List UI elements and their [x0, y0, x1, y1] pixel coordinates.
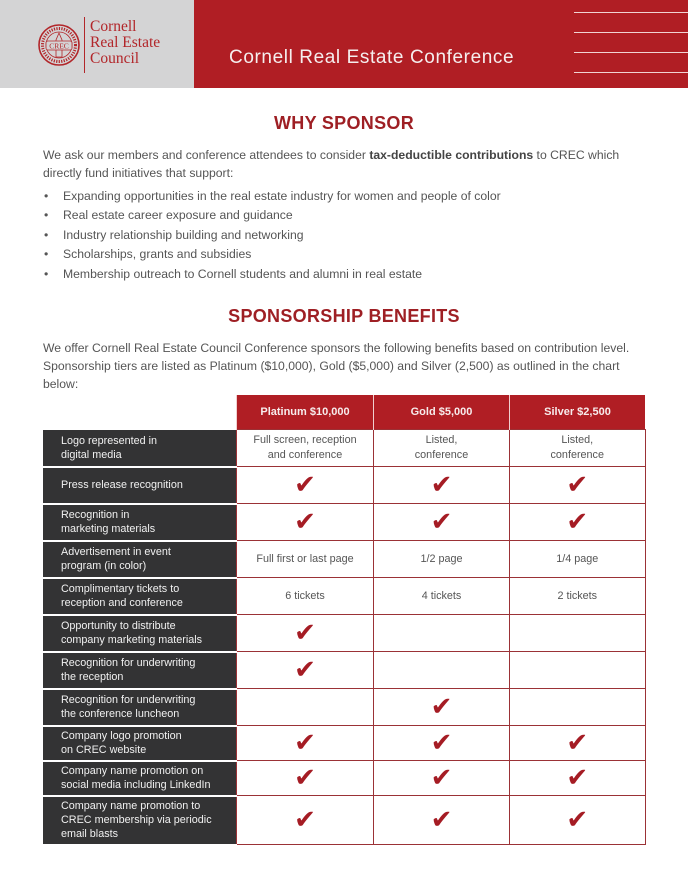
- checkmark-icon: ✔: [294, 655, 316, 685]
- bullet-icon: •: [44, 227, 49, 242]
- benefit-value-line: 2 tickets: [557, 589, 598, 602]
- bullet-icon: •: [44, 266, 49, 281]
- checkmark-icon: ✔: [430, 728, 453, 758]
- benefit-cell-silver: [510, 726, 646, 761]
- tier-silver: Silver $2,500: [510, 395, 646, 430]
- logo-divider: [84, 17, 85, 73]
- checkmark-icon: ✔: [566, 805, 589, 835]
- initiatives-list: [43, 187, 663, 284]
- benefit-value-line: 1/2 page: [420, 552, 463, 565]
- benefit-label-line: email blasts: [61, 828, 119, 840]
- benefit-cell-silver: [510, 615, 646, 652]
- benefit-label-line: Recognition for underwriting: [61, 657, 196, 669]
- sponsorship-benefits-heading: SPONSORSHIP BENEFITS: [228, 306, 460, 326]
- checkmark-icon: ✔: [294, 618, 316, 648]
- benefit-cell-silver: [510, 796, 646, 845]
- benefit-value-line: 6 tickets: [285, 589, 325, 602]
- bullet-icon: •: [44, 189, 49, 203]
- benefit-cell-gold: [374, 652, 510, 689]
- table-row: [43, 726, 645, 761]
- checkmark-icon: ✔: [566, 470, 589, 500]
- table-row: [43, 761, 645, 796]
- list-item: [43, 226, 663, 245]
- table-row: [43, 504, 645, 541]
- benefit-label-line: Logo represented in: [61, 434, 158, 447]
- checkmark-icon: ✔: [294, 470, 316, 500]
- tier-gold: Gold $5,000: [374, 395, 510, 430]
- checkmark-icon: ✔: [294, 507, 316, 537]
- checkmark-icon: ✔: [294, 763, 316, 793]
- benefit-cell-platinum: [237, 430, 374, 467]
- benefit-label: [43, 726, 237, 761]
- checkmark-icon: ✔: [566, 763, 589, 793]
- bullet-icon: •: [44, 208, 49, 223]
- benefit-cell-platinum: [237, 761, 374, 796]
- benefit-cell-gold: [374, 467, 510, 504]
- table-row: [43, 467, 645, 504]
- benefit-cell-platinum: [237, 652, 374, 689]
- benefit-label: [43, 796, 237, 845]
- list-item: [43, 245, 663, 264]
- benefit-label-line: company marketing materials: [61, 634, 203, 646]
- decorative-lines: [574, 12, 688, 76]
- tier-header-row: [43, 395, 645, 430]
- benefit-cell-platinum: [237, 615, 374, 652]
- benefit-label-line: Complimentary tickets to: [61, 583, 180, 595]
- benefit-label: [43, 578, 237, 615]
- table-row: [43, 652, 645, 689]
- benefit-cell-silver: [510, 430, 646, 467]
- list-item-text: Expanding opportunities in the real estate industry for women and people of color: [63, 189, 501, 203]
- checkmark-icon: ✔: [430, 763, 453, 793]
- benefit-cell-platinum: [237, 578, 374, 615]
- checkmark-icon: ✔: [430, 805, 453, 835]
- logo-line: Real Estate: [90, 34, 161, 51]
- intro-text: We ask our members and conference attendees to consider: [43, 148, 370, 162]
- benefit-cell-silver: [510, 689, 646, 726]
- benefit-value-line: Listed,: [561, 434, 594, 446]
- benefit-cell-gold: [374, 430, 510, 467]
- benefit-cell-gold: [374, 796, 510, 845]
- checkmark-icon: ✔: [566, 728, 589, 758]
- list-item: [43, 206, 663, 225]
- benefit-cell-silver: [510, 578, 646, 615]
- benefit-label-line: Press release recognition: [61, 479, 183, 491]
- benefit-label: [43, 541, 237, 578]
- benefit-cell-gold: [374, 761, 510, 796]
- checkmark-icon: ✔: [430, 470, 453, 500]
- benefit-label-line: marketing materials: [61, 523, 156, 535]
- benefit-cell-silver: [510, 761, 646, 796]
- checkmark-icon: ✔: [566, 507, 589, 537]
- benefit-label-line: social media including LinkedIn: [61, 779, 211, 791]
- table-row: [43, 578, 645, 615]
- checkmark-icon: ✔: [294, 805, 316, 835]
- benefit-label: [43, 504, 237, 541]
- page-header: [0, 0, 688, 88]
- benefit-cell-gold: [374, 726, 510, 761]
- benefit-label-line: Opportunity to distribute: [61, 620, 176, 632]
- benefit-cell-platinum: [237, 467, 374, 504]
- benefit-value-line: conference: [550, 449, 604, 461]
- benefit-value-line: 4 tickets: [421, 589, 462, 602]
- table-row: [43, 689, 645, 726]
- benefit-cell-gold: [374, 504, 510, 541]
- checkmark-icon: ✔: [430, 692, 453, 722]
- table-row: [43, 541, 645, 578]
- benefit-label-line: Company name promotion to: [61, 800, 201, 812]
- why-sponsor-intro: [43, 146, 643, 182]
- benefit-label-line: Company logo promotion: [61, 730, 182, 742]
- benefit-label-line: Company name promotion on: [61, 765, 204, 777]
- table-row: [43, 430, 645, 467]
- logo-wordmark: [90, 19, 160, 67]
- logo-line: Council: [90, 50, 140, 67]
- benefit-label: [43, 761, 237, 796]
- benefits-table: [43, 395, 646, 846]
- benefit-label-line: digital media: [61, 448, 122, 461]
- benefit-cell-gold: [374, 615, 510, 652]
- benefit-cell-gold: [374, 541, 510, 578]
- benefit-value-line: conference: [414, 449, 469, 461]
- list-item-text: Membership outreach to Cornell students and alumni in real estate: [63, 266, 423, 281]
- benefit-label-line: the reception: [61, 671, 124, 683]
- benefit-label-line: program (in color): [61, 560, 147, 572]
- benefit-label-line: Recognition for underwriting: [61, 694, 196, 706]
- benefit-label: [43, 430, 237, 467]
- benefit-value-line: Full screen, reception: [253, 434, 357, 446]
- benefit-label-line: on CREC website: [61, 744, 147, 756]
- benefits-intro: We offer Cornell Real Estate Council Conference sponsors the following benefits based on contribution level. Sponsorship tiers are listed as Platinum ($10,000), Gold ($5,000) and Silver (2,500) as outlined in the chart below:: [43, 341, 630, 391]
- list-item: [43, 265, 663, 284]
- benefit-value-line: Full first or last page: [256, 552, 354, 565]
- benefit-cell-silver: [510, 541, 646, 578]
- tier-platinum: Platinum $10,000: [237, 395, 374, 430]
- benefit-cell-gold: [374, 689, 510, 726]
- bullet-icon: •: [44, 247, 49, 262]
- benefit-label: [43, 467, 237, 504]
- checkmark-icon: ✔: [430, 507, 453, 537]
- benefit-label: [43, 689, 237, 726]
- benefit-value-line: 1/4 page: [556, 552, 599, 565]
- benefit-cell-silver: [510, 652, 646, 689]
- crec-seal-icon: [38, 24, 80, 66]
- why-sponsor-heading: WHY SPONSOR: [274, 113, 414, 133]
- conference-title: Cornell Real Estate Conference: [229, 47, 515, 68]
- benefit-label: [43, 652, 237, 689]
- benefit-cell-platinum: [237, 504, 374, 541]
- benefit-value-line: Listed,: [425, 434, 458, 446]
- benefit-label-line: the conference luncheon: [61, 708, 180, 720]
- benefit-cell-platinum: [237, 689, 374, 726]
- header-spacer: [43, 395, 237, 430]
- benefit-cell-silver: [510, 467, 646, 504]
- list-item: [43, 187, 663, 206]
- benefit-value-line: and conference: [267, 449, 343, 461]
- logo-panel: [0, 0, 194, 88]
- logo-line: Cornell: [90, 18, 137, 35]
- list-item-text: Real estate career exposure and guidance: [63, 208, 293, 223]
- benefit-label-line: Advertisement in event: [61, 546, 171, 558]
- table-row: [43, 796, 645, 845]
- benefit-cell-platinum: [237, 726, 374, 761]
- list-item-text: Scholarships, grants and subsidies: [63, 247, 252, 262]
- intro-text: to CREC which directly fund initiatives that support:: [43, 148, 620, 180]
- intro-emphasis: tax-deductible contributions: [369, 148, 534, 162]
- checkmark-icon: ✔: [294, 728, 316, 758]
- seal-text: CREC: [49, 41, 69, 51]
- benefit-cell-platinum: [237, 796, 374, 845]
- benefit-label: [43, 615, 237, 652]
- list-item-text: Industry relationship building and networking: [63, 227, 304, 242]
- benefit-cell-gold: [374, 578, 510, 615]
- benefit-label-line: Recognition in: [61, 509, 130, 521]
- benefit-cell-silver: [510, 504, 646, 541]
- table-row: [43, 615, 645, 652]
- benefit-label-line: CREC membership via periodic: [61, 814, 212, 826]
- benefit-label-line: reception and conference: [61, 597, 183, 609]
- benefit-cell-platinum: [237, 541, 374, 578]
